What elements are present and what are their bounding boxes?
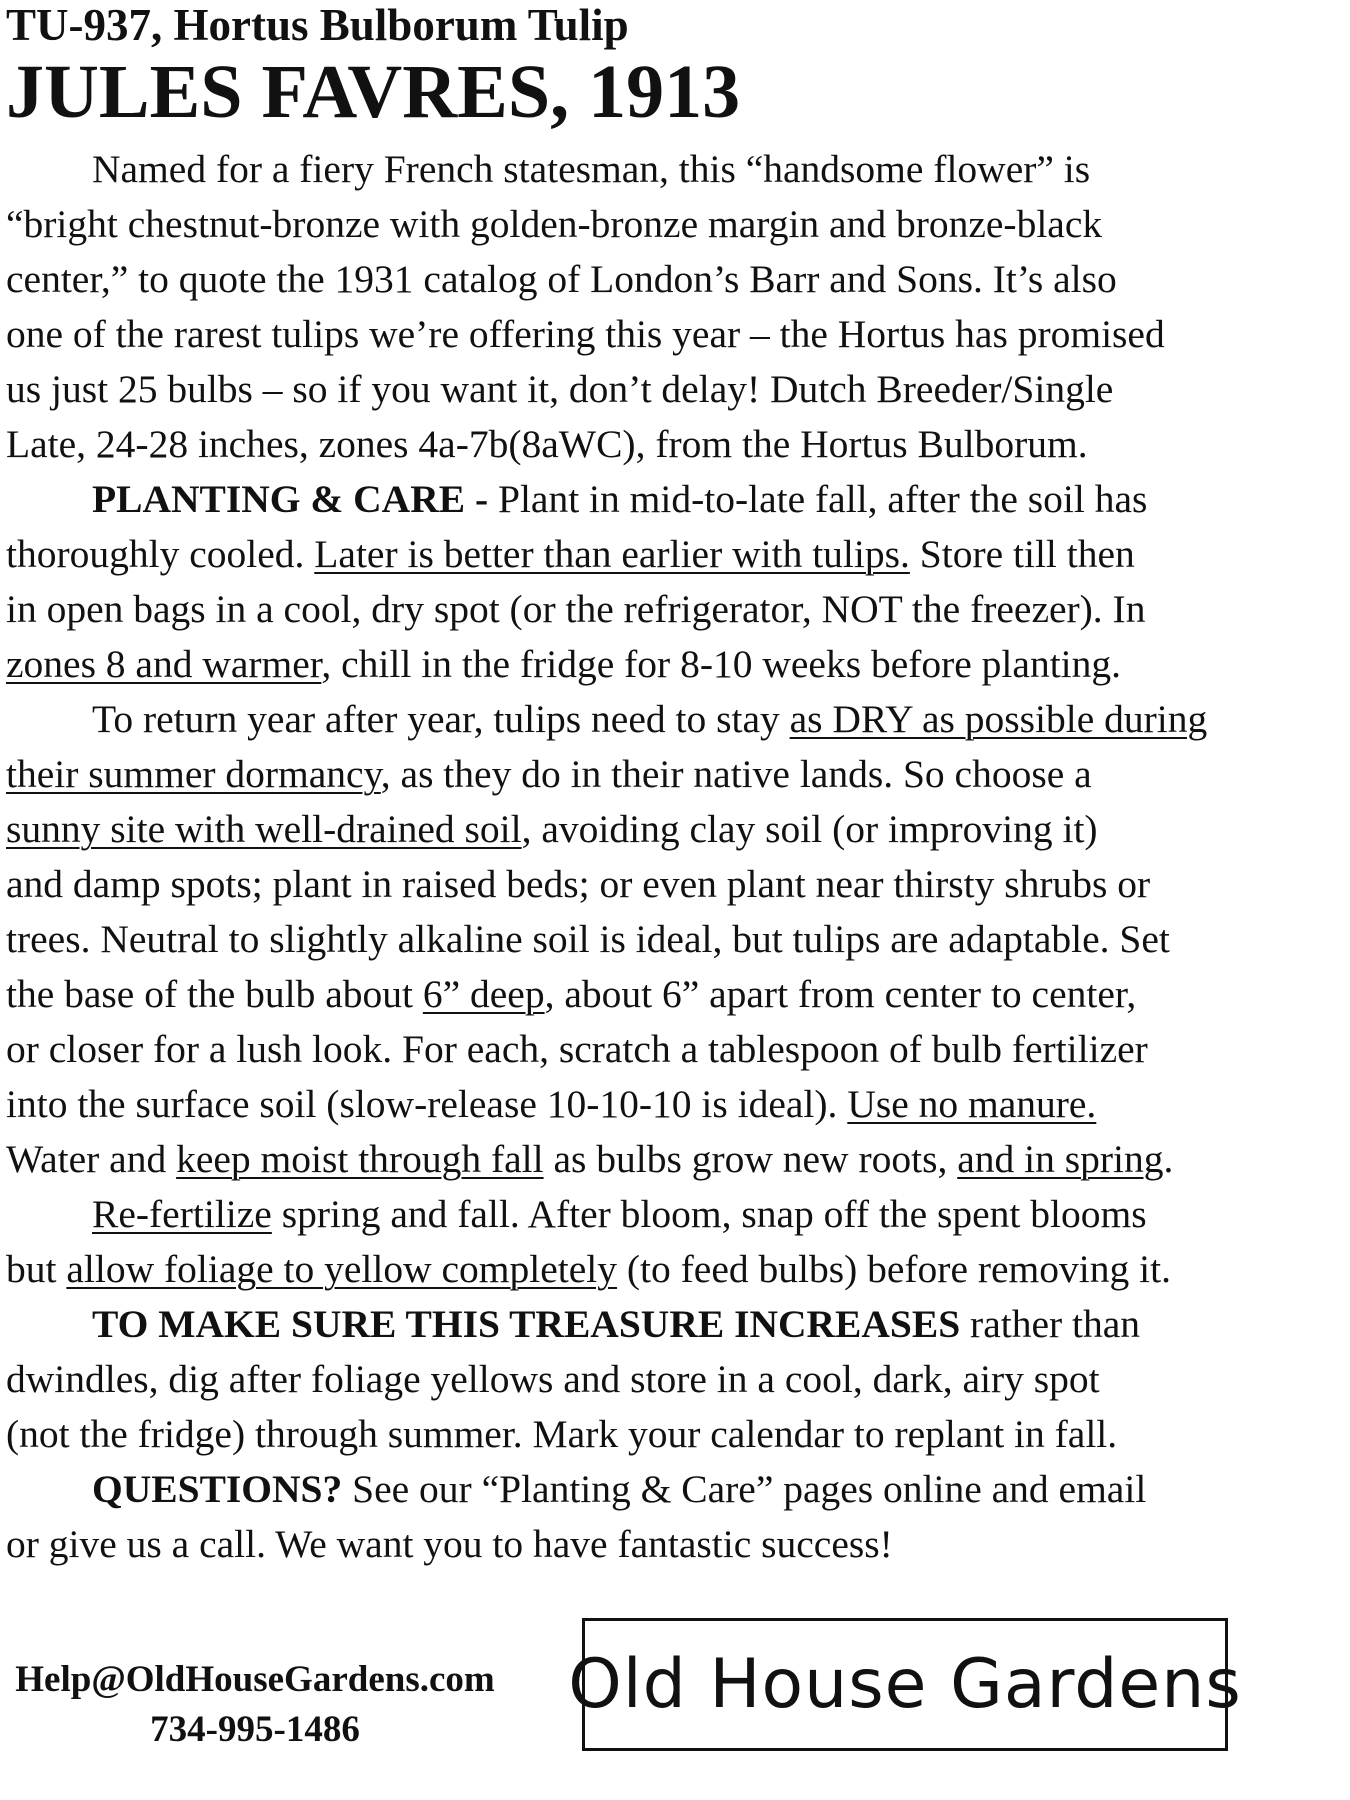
site-line: Water and keep moist through fall as bulbs grow new roots, and in spring. [6,1137,1174,1181]
contact-email[interactable]: Help@OldHouseGardens.com [15,1659,495,1700]
questions-line: QUESTIONS? See our “Planting & Care” pages online and email [92,1467,1147,1511]
emphasis-text: as DRY as possible during [789,697,1208,741]
emphasis-text: and in spring [957,1137,1164,1181]
site-line: sunny site with well-drained soil, avoiding clay soil (or improving it) [6,807,1098,851]
description-line: “bright chestnut-bronze with golden-bronze margin and bronze-black [6,202,1103,246]
site-line: their summer dormancy, as they do in their native lands. So choose a [6,752,1092,796]
emphasis-text: Re-fertilize [92,1192,272,1236]
site-line: into the surface soil (slow-release 10-10-10 is ideal). Use no manure. [6,1082,1097,1126]
site-line: or closer for a lush look. For each, scratch a tablespoon of bulb fertilizer [6,1027,1148,1071]
questions-heading: QUESTIONS? [92,1467,343,1511]
planting-heading: PLANTING & CARE - [92,477,489,521]
variety-title: JULES FAVRES, 1913 [6,50,741,134]
product-line: TU-937, Hortus Bulborum Tulip [6,0,629,50]
logo-wordmark: Old House Gardens [568,1645,1242,1724]
questions-line: or give us a call. We want you to have fantastic success! [6,1522,893,1566]
emphasis-text: 6” deep [422,972,545,1016]
emphasis-text: allow foliage to yellow completely [66,1247,618,1291]
description-line: center,” to quote the 1931 catalog of London’s Barr and Sons. It’s also [6,257,1117,301]
refertilize-line: but allow foliage to yellow completely (to feed bulbs) before removing it. [6,1247,1171,1291]
planting-line: PLANTING & CARE - Plant in mid-to-late fall, after the soil has [92,477,1148,521]
contact-phone[interactable]: 734-995-1486 [150,1709,360,1750]
emphasis-text: Use no manure. [847,1082,1097,1126]
emphasis-text: zones 8 and warmer [6,642,322,686]
increase-line: dwindles, dig after foliage yellows and store in a cool, dark, airy spot [6,1357,1100,1401]
planting-line: in open bags in a cool, dry spot (or the refrigerator, NOT the freezer). In [6,587,1146,631]
site-line: To return year after year, tulips need to stay as DRY as possible during [92,697,1208,741]
description-line: one of the rarest tulips we’re offering this year – the Hortus has promised [6,312,1165,356]
planting-line: thoroughly cooled. Later is better than earlier with tulips. Store till then [6,532,1135,576]
increase-line: (not the fridge) through summer. Mark your calendar to replant in fall. [6,1412,1118,1456]
refertilize-line: Re-fertilize spring and fall. After bloom, snap off the spent blooms [92,1192,1147,1236]
emphasis-text: sunny site with well-drained soil [6,807,522,851]
tag-sheet [6,0,1306,1572]
site-line: the base of the bulb about 6” deep, about 6” apart from center to center, [6,972,1137,1016]
company-logo [568,1618,1242,1751]
emphasis-text: Later is better than earlier with tulips. [314,532,910,576]
body-text [6,142,1306,1572]
emphasis-text: their summer dormancy [6,752,381,796]
planting-line: zones 8 and warmer, chill in the fridge for 8-10 weeks before planting. [6,642,1122,686]
increase-line: TO MAKE SURE THIS TREASURE INCREASES rather than [92,1302,1141,1346]
site-line: trees. Neutral to slightly alkaline soil is ideal, but tulips are adaptable. Set [6,917,1170,961]
contact-block [0,1655,510,1755]
description-line: Named for a fiery French statesman, this “handsome flower” is [92,147,1091,191]
description-line: us just 25 bulbs – so if you want it, don’t delay! Dutch Breeder/Single [6,367,1114,411]
emphasis-text: keep moist through fall [176,1137,544,1181]
site-line: and damp spots; plant in raised beds; or even plant near thirsty shrubs or [6,862,1151,906]
increase-heading: TO MAKE SURE THIS TREASURE INCREASES [92,1302,961,1346]
description-line: Late, 24-28 inches, zones 4a-7b(8aWC), from the Hortus Bulborum. [6,422,1088,466]
